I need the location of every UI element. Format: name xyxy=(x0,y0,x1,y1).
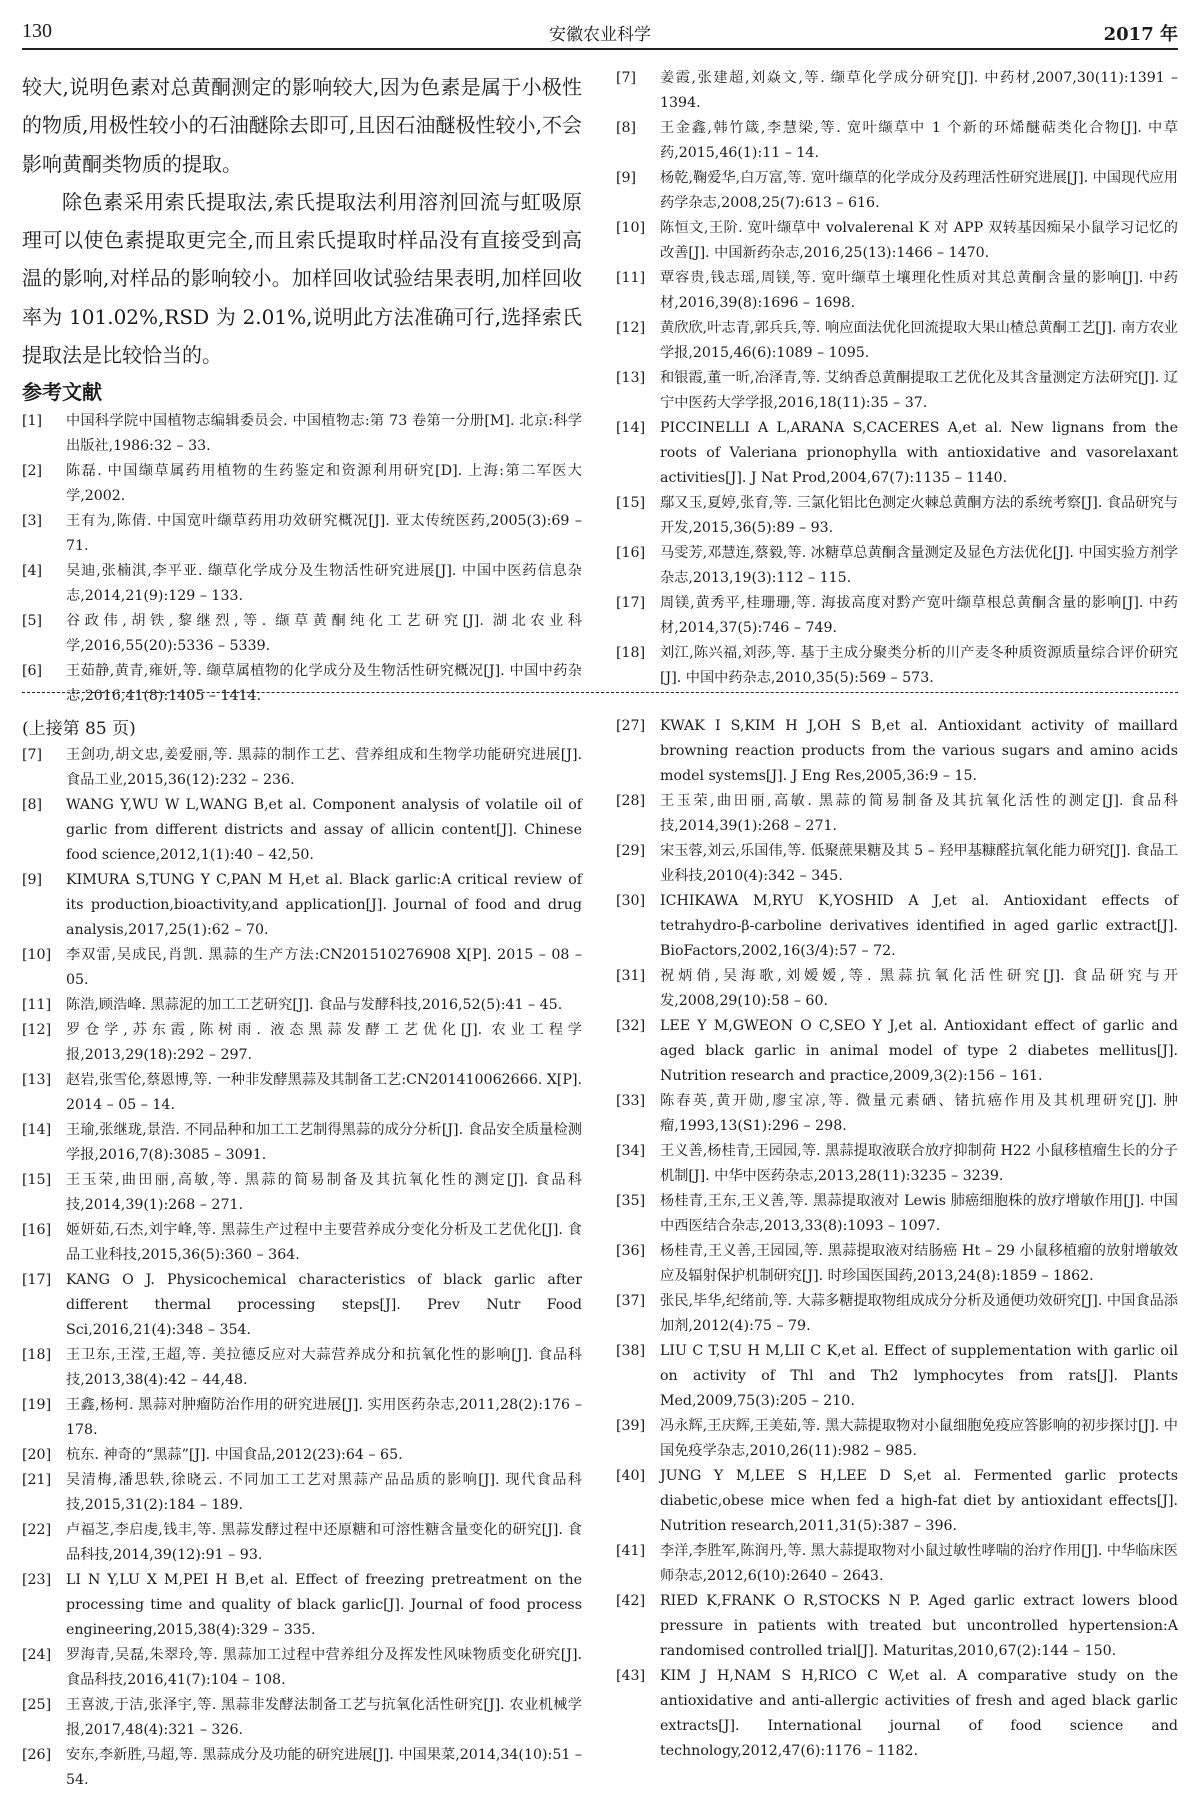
journal-year: 2017 年 xyxy=(1103,24,1178,45)
reference-number: [7] xyxy=(616,70,637,86)
reference-number: [15] xyxy=(22,1172,52,1188)
reference-number: [22] xyxy=(22,1522,52,1538)
reference-item xyxy=(616,591,1178,641)
divider-line xyxy=(22,692,1178,693)
upper-right-column xyxy=(616,66,1178,686)
reference-text: 陈磊. 中国缬草属药用植物的生药鉴定和资源利用研究[D]. 上海:第二军医大学,2002. xyxy=(66,463,582,505)
reference-item xyxy=(616,641,1178,691)
reference-text: 黄欣欣,叶志青,郭兵兵,等. 响应面法优化回流提取大果山楂总黄酮工艺[J]. 南方农业学报,2015,46(6):1089 – 1095. xyxy=(660,320,1178,361)
reference-number: [9] xyxy=(22,872,43,888)
reference-item xyxy=(616,1464,1178,1539)
reference-number: [39] xyxy=(616,1418,646,1434)
reference-text: 卢福芝,李启虔,钱丰,等. 黑蒜发酵过程中还原糖和可溶性糖含量变化的研究[J]. 食品科技,2014,39(12):91 – 93. xyxy=(66,1522,582,1563)
section-divider xyxy=(22,688,1178,698)
reference-text: 刘江,陈兴福,刘莎,等. 基于主成分聚类分析的川产麦冬种质资源质量综合评价研究[J]. 中国中药杂志,2010,35(5):569 – 573. xyxy=(660,645,1178,686)
reference-text: 安东,李新胜,马超,等. 黑蒜成分及功能的研究进展[J]. 中国果菜,2014,34(10):51 – 54. xyxy=(66,1747,582,1788)
reference-item xyxy=(616,789,1178,839)
reference-number: [14] xyxy=(22,1122,52,1138)
reference-item xyxy=(616,266,1178,316)
reference-item xyxy=(616,116,1178,166)
reference-number: [13] xyxy=(22,1072,52,1088)
reference-number: [40] xyxy=(616,1468,646,1484)
reference-item xyxy=(616,1589,1178,1664)
reference-item xyxy=(616,1189,1178,1239)
reference-number: [34] xyxy=(616,1143,646,1159)
reference-text: 杨桂青,王义善,王园园,等. 黑蒜提取液对结肠癌 Ht – 29 小鼠移植瘤的放射增敏效应及辐射保护机制研究[J]. 时珍国医国药,2013,24(8):1859 – 1862. xyxy=(660,1243,1178,1284)
reference-item xyxy=(616,1289,1178,1339)
reference-item xyxy=(616,416,1178,491)
reference-item xyxy=(616,541,1178,591)
reference-text: 罗仓学,苏东霞,陈树雨. 液态黑蒜发酵工艺优化[J]. 农业工程学报,2013,29(18):292 – 297. xyxy=(66,1022,582,1063)
reference-number: [9] xyxy=(616,170,637,186)
reference-text: 赵岩,张雪伦,蔡恩博,等. 一种非发酵黑蒜及其制备工艺:CN201410062666. X[P]. 2014 – 05 – 14. xyxy=(66,1072,582,1113)
reference-number: [18] xyxy=(22,1347,52,1363)
reference-text: ICHIKAWA M,RYU K,YOSHID A J,et al. Antioxidant effects of tetrahydro-β-carboline derivatives identified in aged garlic extract[J]. BioFactors,2002,16(3/4):57 – 72. xyxy=(660,893,1178,959)
reference-item xyxy=(22,609,582,659)
reference-item xyxy=(616,1414,1178,1464)
reference-number: [17] xyxy=(616,595,646,611)
reference-number: [16] xyxy=(22,1222,52,1238)
reference-text: 姜霞,张建超,刘焱文,等. 缬草化学成分研究[J]. 中药材,2007,30(11):1391 – 1394. xyxy=(660,70,1178,111)
reference-text: 张民,毕华,纪绪前,等. 大蒜多糖提取物组成成分分析及通便功效研究[J]. 中国食品添加剂,2012(4):75 – 79. xyxy=(660,1293,1178,1334)
reference-number: [33] xyxy=(616,1093,646,1109)
reference-text: 祝炳俏,吴海歌,刘嫒嫒,等. 黑蒜抗氧化活性研究[J]. 食品研究与开发,2008,29(10):58 – 60. xyxy=(660,968,1178,1009)
reference-number: [1] xyxy=(22,413,43,430)
reference-item xyxy=(22,868,582,943)
reference-number: [16] xyxy=(616,545,646,561)
reference-item xyxy=(22,1068,582,1118)
reference-number: [20] xyxy=(22,1447,52,1463)
reference-number: [36] xyxy=(616,1243,646,1259)
reference-text: LIU C T,SU H M,LII C K,et al. Effect of supplementation with garlic oil on activity of Thl and Th2 lymphocytes from rats[J]. Plants Med,2009,75(3):205 – 210. xyxy=(660,1343,1178,1409)
reference-text: 陈春英,黄开勋,廖宝凉,等. 微量元素硒、锗抗癌作用及其机理研究[J]. 肿瘤,1993,13(S1):296 – 298. xyxy=(660,1093,1178,1134)
reference-item xyxy=(22,1743,582,1793)
reference-text: 吴清梅,潘思轶,徐晓云. 不同加工工艺对黑蒜产品品质的影响[J]. 现代食品科技,2015,31(2):184 – 189. xyxy=(66,1472,582,1513)
reference-text: 宋玉蓉,刘云,乐国伟,等. 低聚蔗果糖及其 5 – 羟甲基糠醛抗氧化能力研究[J]. 食品工业科技,2010(4):342 – 345. xyxy=(660,843,1178,884)
reference-number: [19] xyxy=(22,1397,52,1413)
reference-number: [12] xyxy=(22,1022,52,1038)
reference-item xyxy=(22,1393,582,1443)
reference-text: 王鑫,杨柯. 黑蒜对肿瘤防治作用的研究进展[J]. 实用医药杂志,2011,28(2):176 – 178. xyxy=(66,1397,582,1438)
reference-text: 李洋,李胜军,陈润丹,等. 黑大蒜提取物对小鼠过敏性哮喘的治疗作用[J]. 中华临床医师杂志,2012,6(10):2640 – 2643. xyxy=(660,1543,1178,1584)
reference-number: [28] xyxy=(616,793,646,809)
lower-right-column xyxy=(616,714,1178,1759)
reference-text: 杭东. 神奇的“黑蒜”[J]. 中国食品,2012(23):64 – 65. xyxy=(66,1447,403,1463)
journal-title: 安徽农业科学 xyxy=(549,25,651,45)
reference-item xyxy=(22,743,582,793)
reference-text: 覃容贵,钱志瑶,周镁,等. 宽叶缬草土壤理化性质对其总黄酮含量的影响[J]. 中药材,2016,39(8):1696 – 1698. xyxy=(660,270,1178,311)
reference-text: 王卫东,王滢,王超,等. 美拉德反应对大蒜营养成分和抗氧化性的影响[J]. 食品科技,2013,38(4):42 – 44,48. xyxy=(66,1347,582,1388)
reference-text: KANG O J. Physicochemical characteristics of black garlic after different thermal processing steps[J]. Prev Nutr Food Sci,2016,21(4):348 – 354. xyxy=(66,1272,582,1338)
body-text xyxy=(22,68,582,374)
reference-number: [8] xyxy=(22,797,43,813)
reference-item xyxy=(22,943,582,993)
reference-item xyxy=(616,66,1178,116)
reference-text: WANG Y,WU W L,WANG B,et al. Component analysis of volatile oil of garlic from different districts and assay of allicin content[J]. Chinese food science,2012,1(1):40 – 42,50. xyxy=(66,797,582,863)
reference-item xyxy=(616,316,1178,366)
reference-item xyxy=(22,1443,582,1468)
reference-text: 罗海青,吴磊,朱翠玲,等. 黑蒜加工过程中营养组分及挥发性风味物质变化研究[J]. 食品科技,2016,41(7):104 – 108. xyxy=(66,1647,582,1688)
reference-item xyxy=(616,366,1178,416)
reference-list xyxy=(616,714,1178,1764)
reference-number: [27] xyxy=(616,718,646,734)
reference-list xyxy=(22,409,582,709)
reference-text: KIM J H,NAM S H,RICO C W,et al. A comparative study on the antioxidative and anti-allergic activities of fresh and aged black garlic extracts[J]. International journal of food science and technology,2012,47(6):1176 – 1182. xyxy=(660,1668,1178,1759)
reference-item xyxy=(616,1089,1178,1139)
reference-text: 中国科学院中国植物志编辑委员会. 中国植物志:第 73 卷第一分册[M]. 北京:科学出版社,1986:32 – 33. xyxy=(66,413,582,455)
reference-text: 杨乾,鞠爱华,白万富,等. 宽叶缬草的化学成分及药理活性研究进展[J]. 中国现代应用药学杂志,2008,25(7):613 – 616. xyxy=(660,170,1178,211)
reference-number: [13] xyxy=(616,370,646,386)
reference-text: 王金鑫,韩竹箴,李慧梁,等. 宽叶缬草中 1 个新的环烯醚萜类化合物[J]. 中草药,2015,46(1):11 – 14. xyxy=(660,120,1178,161)
reference-text: LEE Y M,GWEON O C,SEO Y J,et al. Antioxidant effect of garlic and aged black garlic in animal model of type 2 diabetes mellitus[J]. Nutrition research and practice,2009,3(2):156 – 161. xyxy=(660,1018,1178,1084)
reference-number: [38] xyxy=(616,1343,646,1359)
reference-number: [21] xyxy=(22,1472,52,1488)
continued-note: (上接第 85 页) xyxy=(22,719,136,739)
reference-text: 李双雷,吴成民,肖凯. 黑蒜的生产方法:CN201510276908 X[P]. 2015 – 08 – 05. xyxy=(66,947,582,988)
reference-text: 姬妍茹,石杰,刘宇峰,等. 黑蒜生产过程中主要营养成分变化分析及工艺优化[J]. 食品工业科技,2015,36(5):360 – 364. xyxy=(66,1222,582,1263)
reference-item xyxy=(616,1139,1178,1189)
reference-text: 冯永辉,王庆辉,王美茹,等. 黑大蒜提取物对小鼠细胞免疫应答影响的初步探讨[J]. 中国免疫学杂志,2010,26(11):982 – 985. xyxy=(660,1418,1178,1459)
reference-item xyxy=(616,216,1178,266)
reference-item xyxy=(22,659,582,709)
reference-item xyxy=(616,1664,1178,1764)
upper-left-column xyxy=(22,68,582,705)
reference-number: [23] xyxy=(22,1572,52,1588)
reference-list xyxy=(616,66,1178,691)
reference-text: 王玉荣,曲田丽,高敏. 黑蒜的简易制备及其抗氧化活性的测定[J]. 食品科技,2014,39(1):268 – 271. xyxy=(660,793,1178,834)
reference-item xyxy=(616,491,1178,541)
reference-item xyxy=(22,1568,582,1643)
reference-item xyxy=(616,1539,1178,1589)
reference-text: 杨桂青,王东,王义善,等. 黑蒜提取液对 Lewis 肺癌细胞株的放疗增敏作用[J]. 中国中西医结合杂志,2013,33(8):1093 – 1097. xyxy=(660,1193,1178,1234)
reference-item xyxy=(22,993,582,1018)
reference-text: 王喜波,于洁,张泽宇,等. 黑蒜非发酵法制备工艺与抗氧化活性研究[J]. 农业机械学报,2017,48(4):321 – 326. xyxy=(66,1697,582,1738)
reference-text: 王剑功,胡文忠,姜爱丽,等. 黑蒜的制作工艺、营养组成和生物学功能研究进展[J]. 食品工业,2015,36(12):232 – 236. xyxy=(66,747,582,788)
reference-item xyxy=(22,1643,582,1693)
reference-number: [5] xyxy=(22,613,43,630)
reference-text: 吴迪,张楠淇,李平亚. 缬草化学成分及生物活性研究进展[J]. 中国中医药信息杂志,2014,21(9):129 – 133. xyxy=(66,563,582,605)
reference-number: [2] xyxy=(22,463,43,480)
reference-item xyxy=(616,714,1178,789)
reference-text: 陈浩,顾浩峰. 黑蒜泥的加工工艺研究[J]. 食品与发酵科技,2016,52(5):41 – 45. xyxy=(66,997,563,1013)
reference-text: 马雯芳,邓慧连,蔡毅,等. 冰糖草总黄酮含量测定及显色方法优化[J]. 中国实验方剂学杂志,2013,19(3):112 – 115. xyxy=(660,545,1178,586)
reference-number: [3] xyxy=(22,513,43,530)
reference-number: [42] xyxy=(616,1593,646,1609)
reference-number: [18] xyxy=(616,645,646,661)
reference-list xyxy=(22,743,582,1793)
reference-number: [31] xyxy=(616,968,646,984)
reference-number: [17] xyxy=(22,1272,52,1288)
reference-number: [37] xyxy=(616,1293,646,1309)
reference-number: [41] xyxy=(616,1543,646,1559)
reference-item xyxy=(22,1343,582,1393)
reference-text: 周镁,黄秀平,桂珊珊,等. 海拔高度对黔产宽叶缬草根总黄酮含量的影响[J]. 中药材,2014,37(5):746 – 749. xyxy=(660,595,1178,636)
reference-number: [7] xyxy=(22,747,43,763)
reference-item xyxy=(616,839,1178,889)
reference-text: LI N Y,LU X M,PEI H B,et al. Effect of freezing pretreatment on the processing time and quality of black garlic[J]. Journal of food process engineering,2015,38(4):329 – 335. xyxy=(66,1572,582,1638)
reference-number: [10] xyxy=(22,947,52,963)
reference-number: [15] xyxy=(616,495,646,511)
reference-item xyxy=(616,166,1178,216)
reference-item xyxy=(22,1218,582,1268)
reference-item xyxy=(22,1518,582,1568)
reference-number: [4] xyxy=(22,563,43,580)
reference-text: 谷政伟,胡铁,黎继烈,等. 缬草黄酮纯化工艺研究[J]. 湖北农业科学,2016,55(20):5336 – 5339. xyxy=(66,613,582,655)
reference-text: RIED K,FRANK O R,STOCKS N P. Aged garlic extract lowers blood pressure in patients with treated but uncontrolled hypertension:A randomised controlled trial[J]. Maturitas,2010,67(2):144 – 150. xyxy=(660,1593,1178,1659)
reference-number: [8] xyxy=(616,120,637,136)
reference-number: [11] xyxy=(22,997,52,1013)
reference-text: PICCINELLI A L,ARANA S,CACERES A,et al. New lignans from the roots of Valeriana prionophylla with antioxidative and vasorelaxant activities[J]. J Nat Prod,2004,67(7):1135 – 1140. xyxy=(660,420,1178,486)
reference-item xyxy=(22,793,582,868)
reference-text: JUNG Y M,LEE S H,LEE D S,et al. Fermented garlic protects diabetic,obese mice when fed a high-fat diet by antioxidant effects[J]. Nutrition research,2011,31(5):387 – 396. xyxy=(660,1468,1178,1534)
page-number: 130 xyxy=(22,20,52,42)
reference-number: [11] xyxy=(616,270,646,286)
reference-number: [30] xyxy=(616,893,646,909)
reference-item xyxy=(22,1118,582,1168)
reference-item xyxy=(616,1014,1178,1089)
lower-left-column xyxy=(22,714,582,1788)
reference-item xyxy=(22,409,582,459)
reference-text: KIMURA S,TUNG Y C,PAN M H,et al. Black garlic:A critical review of its production,bioactivity,and application[J]. Journal of food and drug analysis,2017,25(1):62 – 70. xyxy=(66,872,582,938)
reference-number: [24] xyxy=(22,1647,52,1663)
reference-number: [10] xyxy=(616,220,646,236)
reference-item xyxy=(22,1018,582,1068)
reference-item xyxy=(616,1339,1178,1414)
reference-number: [29] xyxy=(616,843,646,859)
reference-text: 王有为,陈倩. 中国宽叶缬草药用功效研究概况[J]. 亚太传统医药,2005(3):69 – 71. xyxy=(66,513,582,555)
reference-item xyxy=(22,559,582,609)
reference-text: 王义善,杨桂青,王园园,等. 黑蒜提取液联合放疗抑制荷 H22 小鼠移植瘤生长的分子机制[J]. 中华中医药杂志,2013,28(11):3235 – 3239. xyxy=(660,1143,1178,1184)
reference-item xyxy=(22,1268,582,1343)
reference-item xyxy=(616,1239,1178,1289)
paragraph: 除色素采用索氏提取法,索氏提取法利用溶剂回流与虹吸原理可以使色素提取更完全,而且索氏提取时样品没有直接受到高温的影响,对样品的影响较小。加样回收试验结果表明,加样回收率为 101.02%,RSD 为 2.01%,说明此方法准确可行,选择索氏提取法是比较恰当的。 xyxy=(22,189,582,368)
reference-item xyxy=(616,964,1178,1014)
reference-text: KWAK I S,KIM H J,OH S B,et al. Antioxidant activity of maillard browning reaction products from the various sugars and amino acids model systems[J]. J Eng Res,2005,36:9 – 15. xyxy=(660,718,1178,784)
reference-number: [6] xyxy=(22,663,43,680)
reference-number: [26] xyxy=(22,1747,52,1763)
reference-number: [32] xyxy=(616,1018,646,1034)
page-header xyxy=(22,14,1178,50)
reference-item xyxy=(22,1693,582,1743)
reference-number: [43] xyxy=(616,1668,646,1684)
reference-number: [14] xyxy=(616,420,646,436)
reference-text: 鄢又玉,夏婷,张育,等. 三氯化铝比色测定火棘总黄酮方法的系统考察[J]. 食品研究与开发,2015,36(5):89 – 93. xyxy=(660,495,1178,536)
reference-text: 王茹静,黄青,雍妍,等. 缬草属植物的化学成分及生物活性研究概况[J]. 中国中药杂志,2016,41(8):1405 – 1414. xyxy=(66,663,582,705)
reference-item xyxy=(22,1468,582,1518)
reference-item xyxy=(616,889,1178,964)
reference-number: [12] xyxy=(616,320,646,336)
reference-text: 和银霞,董一昕,冶泽青,等. 艾纳香总黄酮提取工艺优化及其含量测定方法研究[J]. 辽宁中医药大学学报,2016,18(11):35 – 37. xyxy=(660,370,1178,411)
reference-item xyxy=(22,459,582,509)
reference-text: 王瑜,张继珑,景浩. 不同品种和加工工艺制得黑蒜的成分分析[J]. 食品安全质量检测学报,2016,7(8):3085 – 3091. xyxy=(66,1122,582,1163)
paragraph: 较大,说明色素对总黄酮测定的影响较大,因为色素是属于小极性的物质,用极性较小的石油醚除去即可,且因石油醚极性较小,不会影响黄酮类物质的提取。 xyxy=(22,75,582,176)
reference-item xyxy=(22,509,582,559)
reference-item xyxy=(22,1168,582,1218)
reference-text: 陈恒文,王阶. 宽叶缬草中 volvalerenal K 对 APP 双转基因痴呆小鼠学习记忆的改善[J]. 中国新药杂志,2016,25(13):1466 – 1470. xyxy=(660,220,1178,261)
reference-number: [35] xyxy=(616,1193,646,1209)
reference-text: 王玉荣,曲田丽,高敏,等. 黑蒜的简易制备及其抗氧化性的测定[J]. 食品科技,2014,39(1):268 – 271. xyxy=(66,1172,582,1213)
reference-number: [25] xyxy=(22,1697,52,1713)
references-heading: 参考文献 xyxy=(22,380,102,405)
